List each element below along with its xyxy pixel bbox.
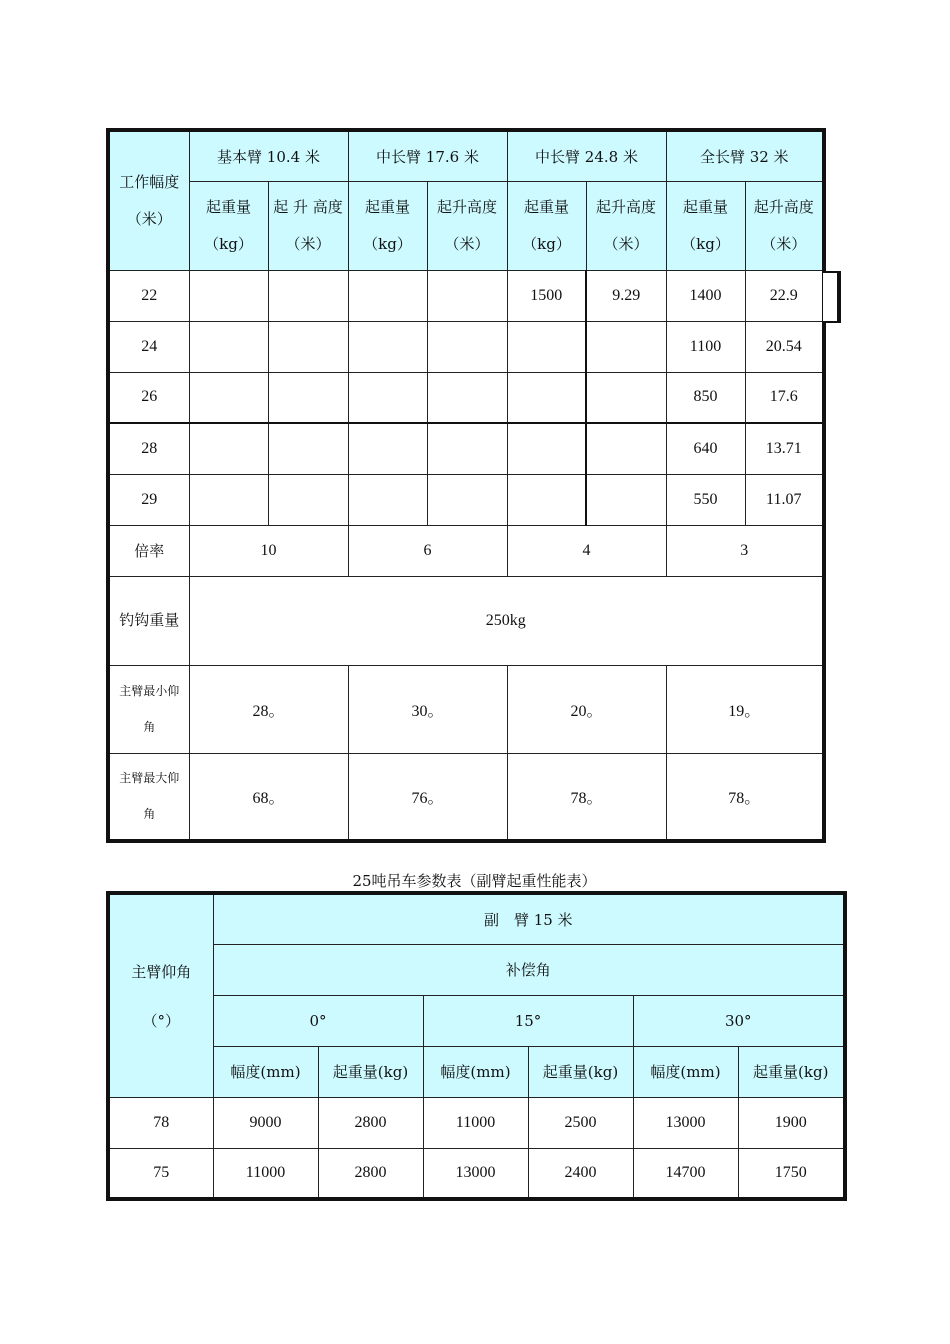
data-cell: [586, 321, 666, 372]
data-cell: 2500: [528, 1097, 633, 1148]
data-cell: [268, 474, 348, 525]
radius-cell: 28: [108, 423, 189, 474]
radius-header: [108, 130, 189, 270]
max-angle-label: 主臂最大仰角: [108, 753, 189, 841]
arm-header-1: 中长臂 17.6 米: [348, 130, 507, 181]
table-row: [108, 423, 824, 474]
min-angle-value: 30。: [348, 665, 507, 753]
radius-cell: 29: [108, 474, 189, 525]
load-header: 起重量(kg): [738, 1046, 845, 1097]
boom-angle-cell: 75: [108, 1148, 213, 1199]
ratio-value: 6: [348, 525, 507, 576]
range-header: 幅度(mm): [423, 1046, 528, 1097]
data-cell: [189, 321, 268, 372]
height-header: 起升高度（米）: [745, 181, 824, 270]
data-cell: 11.07: [745, 474, 824, 525]
min-angle-value: 20。: [507, 665, 666, 753]
height-header: 起升高度（米）: [427, 181, 507, 270]
max-angle-row: [108, 753, 824, 841]
data-cell: [586, 474, 666, 525]
load-header: 起重量（kg）: [507, 181, 586, 270]
data-cell: [427, 474, 507, 525]
data-cell: [348, 423, 427, 474]
data-cell: [507, 423, 586, 474]
boom-angle-cell: 78: [108, 1097, 213, 1148]
data-cell: [586, 423, 666, 474]
max-angle-value: 76。: [348, 753, 507, 841]
boom-angle-label: 主臂仰角: [131, 962, 192, 981]
table-row: [108, 474, 824, 525]
lifting-capacity-table: [106, 128, 826, 843]
jib-length-header: 副 臂 15 米: [213, 893, 845, 944]
load-header: 起重量(kg): [318, 1046, 423, 1097]
data-cell: [348, 474, 427, 525]
data-cell: [507, 321, 586, 372]
ratio-row: [108, 525, 824, 576]
data-cell: 640: [666, 423, 745, 474]
hook-weight-value: 250kg: [189, 576, 824, 665]
data-cell: [427, 321, 507, 372]
data-cell: [189, 372, 268, 423]
arm-header-3: 全长臂 32 米: [666, 130, 824, 181]
data-cell: 850: [666, 372, 745, 423]
data-cell: 1900: [738, 1097, 845, 1148]
data-cell: 2800: [318, 1097, 423, 1148]
boom-angle-header: [108, 893, 213, 1097]
data-cell: [268, 321, 348, 372]
data-cell: 11000: [213, 1148, 318, 1199]
data-cell: 1400: [666, 270, 745, 321]
max-angle-value: 78。: [666, 753, 824, 841]
data-cell: [427, 423, 507, 474]
data-cell: 9000: [213, 1097, 318, 1148]
data-cell: 14700: [633, 1148, 738, 1199]
data-cell: 13.71: [745, 423, 824, 474]
ratio-value: 10: [189, 525, 348, 576]
comp-angle-30: 30°: [633, 995, 845, 1046]
comp-header-row: [108, 944, 845, 995]
table-row: [108, 270, 824, 321]
data-cell: 11000: [423, 1097, 528, 1148]
min-angle-value: 19。: [666, 665, 824, 753]
data-cell: [348, 270, 427, 321]
comp-angle-0: 0°: [213, 995, 423, 1046]
data-cell: [189, 474, 268, 525]
sub-header-row: [108, 181, 824, 270]
data-cell: 2400: [528, 1148, 633, 1199]
boom-angle-unit: （°）: [142, 1011, 180, 1030]
data-cell: 20.54: [745, 321, 824, 372]
data-cell: [268, 423, 348, 474]
radius-cell: 24: [108, 321, 189, 372]
data-cell: 13000: [423, 1148, 528, 1199]
table-row: [108, 1097, 845, 1148]
load-header: 起重量(kg): [528, 1046, 633, 1097]
radius-cell: 22: [108, 270, 189, 321]
data-cell: 9.29: [586, 270, 666, 321]
data-cell: 1500: [507, 270, 586, 321]
ratio-value: 4: [507, 525, 666, 576]
data-cell: [427, 270, 507, 321]
load-header: 起重量（kg）: [666, 181, 745, 270]
table-row: [108, 321, 824, 372]
min-angle-value: 28。: [189, 665, 348, 753]
hook-weight-label: 钓钩重量: [108, 576, 189, 665]
data-cell: [189, 270, 268, 321]
height-header: 起 升 高度（米）: [268, 181, 348, 270]
data-cell: [348, 372, 427, 423]
data-cell: [189, 423, 268, 474]
arm-header-0: 基本臂 10.4 米: [189, 130, 348, 181]
data-cell: 2800: [318, 1148, 423, 1199]
ratio-label: 倍率: [108, 525, 189, 576]
data-cell: 1100: [666, 321, 745, 372]
table-edge-mark: [823, 271, 841, 323]
table-row: [108, 1148, 845, 1199]
data-cell: [268, 372, 348, 423]
arm-header-2: 中长臂 24.8 米: [507, 130, 666, 181]
angle-header-row: [108, 995, 845, 1046]
data-cell: [348, 321, 427, 372]
range-header: 幅度(mm): [633, 1046, 738, 1097]
range-header: 幅度(mm): [213, 1046, 318, 1097]
hook-weight-row: [108, 576, 824, 665]
data-cell: 17.6: [745, 372, 824, 423]
data-cell: 13000: [633, 1097, 738, 1148]
min-angle-label: 主臂最小仰角: [108, 665, 189, 753]
sub-header-row: [108, 1046, 845, 1097]
jib-performance-table: [106, 891, 847, 1201]
comp-angle-15: 15°: [423, 995, 633, 1046]
table-row: [108, 372, 824, 423]
data-cell: [427, 372, 507, 423]
load-header: 起重量（kg）: [348, 181, 427, 270]
data-cell: 1750: [738, 1148, 845, 1199]
jib-table-caption: 25吨吊车参数表（副臂起重性能表）: [352, 872, 597, 890]
data-cell: [507, 372, 586, 423]
data-cell: [586, 372, 666, 423]
max-angle-value: 68。: [189, 753, 348, 841]
load-header: 起重量（kg）: [189, 181, 268, 270]
data-cell: [507, 474, 586, 525]
height-header: 起升高度（米）: [586, 181, 666, 270]
ratio-value: 3: [666, 525, 824, 576]
max-angle-value: 78。: [507, 753, 666, 841]
radius-header-label: 工作幅度（米）: [119, 172, 180, 228]
comp-angle-header: 补偿角: [213, 944, 845, 995]
radius-cell: 26: [108, 372, 189, 423]
min-angle-row: [108, 665, 824, 753]
jib-header-row: [108, 893, 845, 944]
data-cell: 550: [666, 474, 745, 525]
data-cell: [268, 270, 348, 321]
arm-header-row: [108, 130, 824, 181]
data-cell: 22.9: [745, 270, 824, 321]
